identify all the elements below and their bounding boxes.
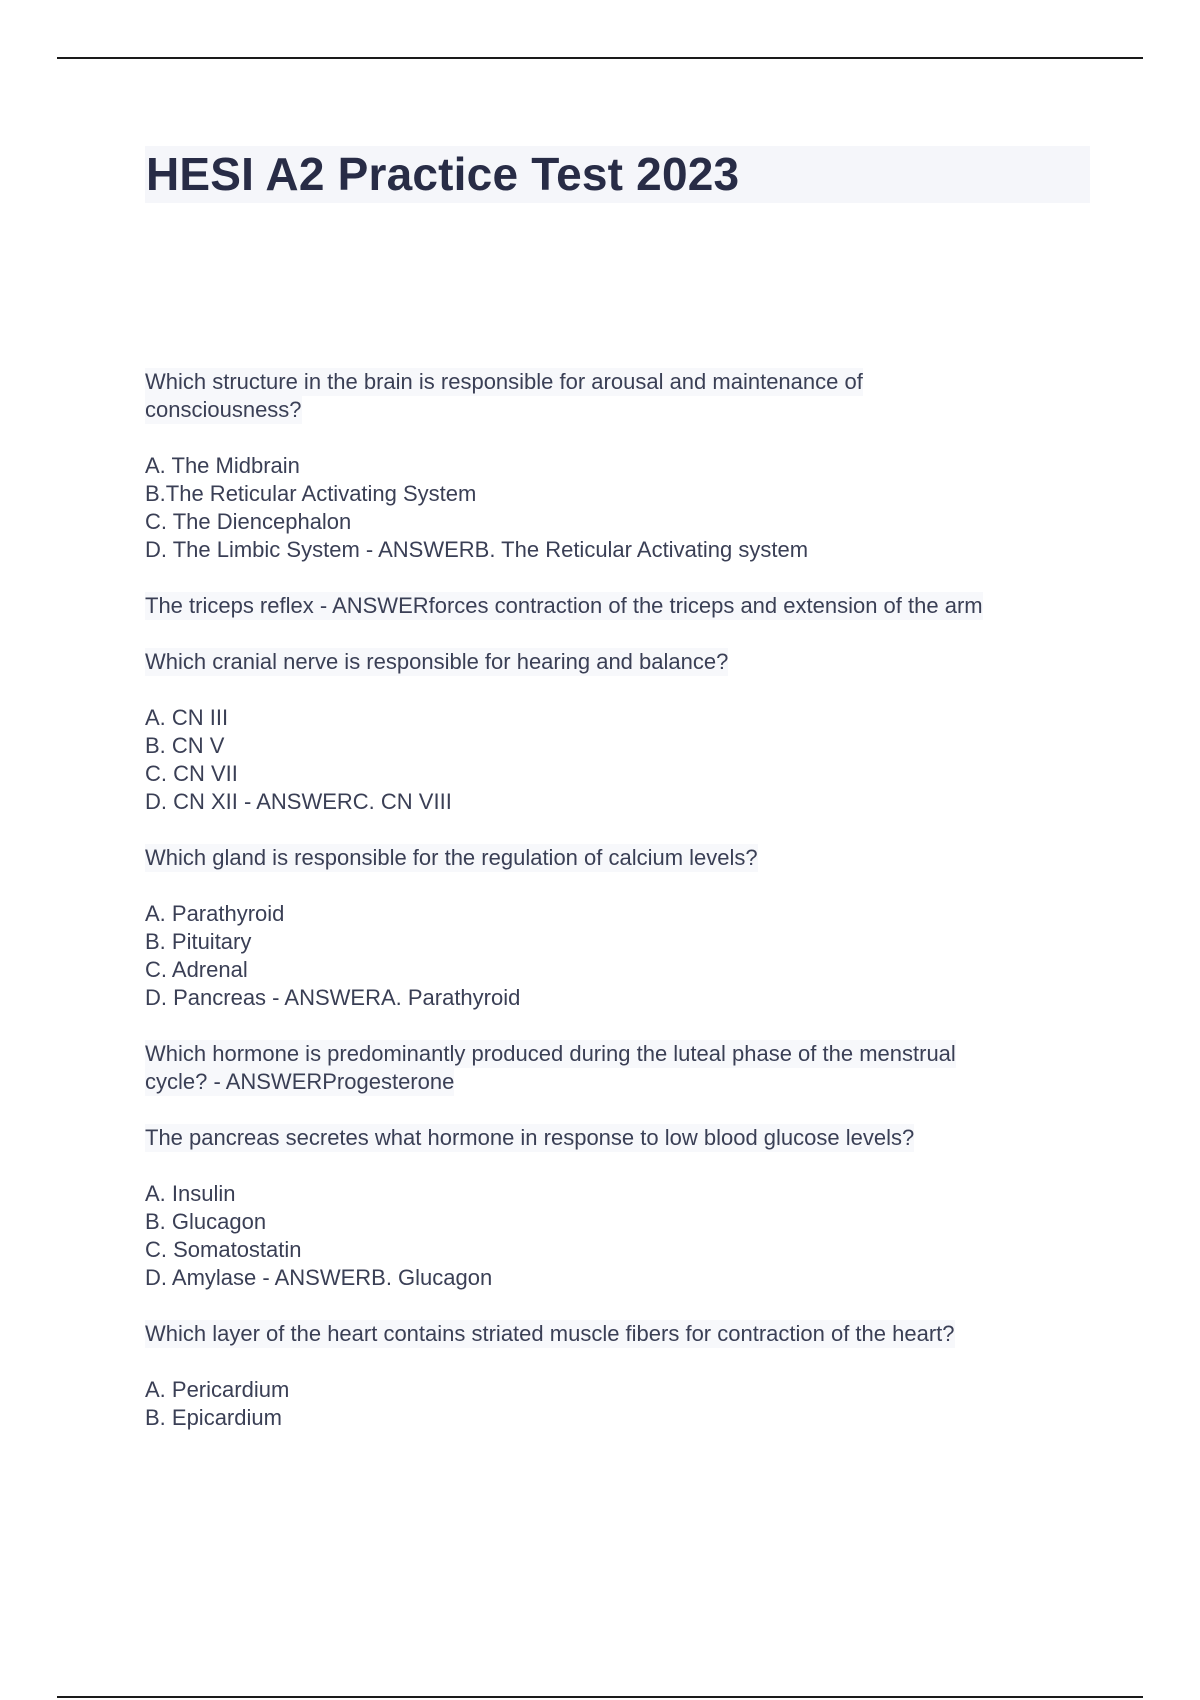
option: A. Insulin — [145, 1181, 236, 1206]
question-line: Which layer of the heart contains striated muscle fibers for contraction of the heart? — [145, 1321, 955, 1346]
option-list — [145, 900, 1105, 1012]
option-list — [145, 452, 1105, 564]
option-list — [145, 704, 1105, 816]
option-answer: D. CN XII - ANSWERC. CN VIII — [145, 789, 452, 814]
option: B.The Reticular Activating System — [145, 481, 477, 506]
option: B. Pituitary — [145, 929, 252, 954]
option: B. CN V — [145, 733, 225, 758]
option: A. The Midbrain — [145, 453, 300, 478]
question-line: The pancreas secretes what hormone in response to low blood glucose levels? — [145, 1125, 915, 1150]
question-line: Which gland is responsible for the regulation of calcium levels? — [145, 845, 758, 870]
question — [145, 592, 1105, 620]
option: A. Pericardium — [145, 1377, 290, 1402]
option-list — [145, 1180, 1105, 1292]
option: B. Epicardium — [145, 1405, 282, 1430]
bottom-rule — [57, 1696, 1143, 1698]
question — [145, 1124, 1105, 1152]
option: B. Glucagon — [145, 1209, 267, 1234]
page-title: HESI A2 Practice Test 2023 — [146, 148, 740, 200]
question — [145, 844, 1105, 872]
question-line: consciousness? — [145, 397, 302, 422]
option-answer: D. Amylase - ANSWERB. Glucagon — [145, 1265, 493, 1290]
question-list — [145, 368, 1105, 1460]
top-rule — [57, 57, 1143, 59]
question — [145, 648, 1105, 676]
option: C. Adrenal — [145, 957, 248, 982]
option: A. CN III — [145, 705, 229, 730]
option-list — [145, 1376, 1105, 1432]
question — [145, 1320, 1105, 1348]
question — [145, 368, 1105, 424]
option: C. CN VII — [145, 761, 238, 786]
question-line: Which structure in the brain is responsible for arousal and maintenance of — [145, 369, 863, 394]
option-answer: D. Pancreas - ANSWERA. Parathyroid — [145, 985, 521, 1010]
question-line: Which hormone is predominantly produced during the luteal phase of the menstrual — [145, 1041, 956, 1066]
question-line: Which cranial nerve is responsible for hearing and balance? — [145, 649, 729, 674]
question — [145, 1040, 1105, 1096]
option: C. The Diencephalon — [145, 509, 352, 534]
question-line: cycle? - ANSWERProgesterone — [145, 1069, 455, 1094]
option: A. Parathyroid — [145, 901, 285, 926]
option: C. Somatostatin — [145, 1237, 302, 1262]
question-line: The triceps reflex - ANSWERforces contraction of the triceps and extension of the arm — [145, 593, 983, 618]
option-answer: D. The Limbic System - ANSWERB. The Reticular Activating system — [145, 537, 809, 562]
